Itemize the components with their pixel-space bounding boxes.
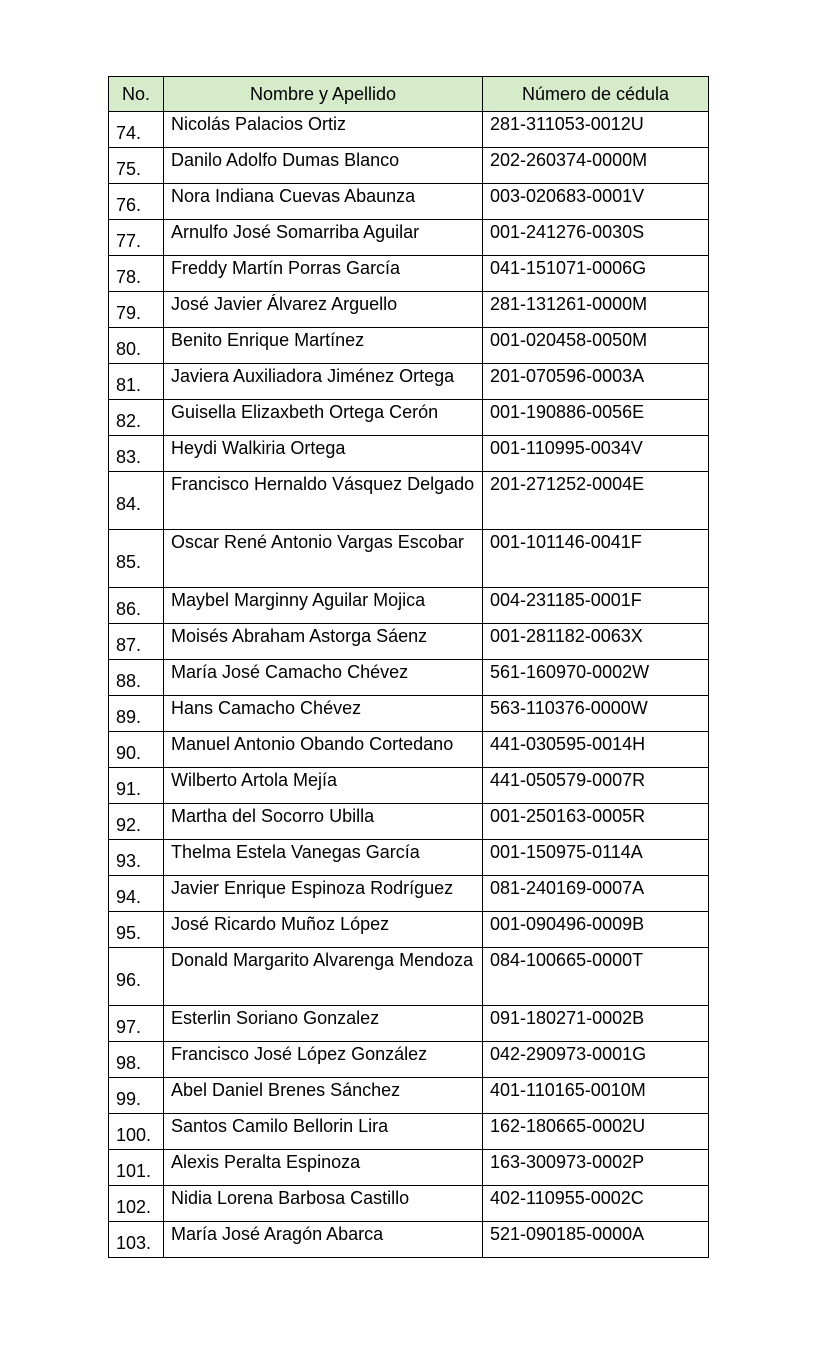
table-row [109, 1186, 709, 1222]
header-full-name: Nombre y Apellido [164, 77, 483, 112]
row-number: 92. [109, 804, 164, 840]
row-number: 90. [109, 732, 164, 768]
full-name-cell: Wilberto Artola Mejía [164, 768, 483, 804]
id-number-cell: 441-030595-0014H [483, 732, 709, 768]
row-number: 74. [109, 112, 164, 148]
id-number-cell: 041-151071-0006G [483, 256, 709, 292]
id-number-cell: 001-110995-0034V [483, 436, 709, 472]
id-number-cell: 163-300973-0002P [483, 1150, 709, 1186]
full-name-cell: Guisella Elizaxbeth Ortega Cerón [164, 400, 483, 436]
table-row [109, 112, 709, 148]
full-name-cell: Freddy Martín Porras García [164, 256, 483, 292]
table-row [109, 256, 709, 292]
row-number: 82. [109, 400, 164, 436]
id-number-cell: 521-090185-0000A [483, 1222, 709, 1258]
row-number: 81. [109, 364, 164, 400]
full-name-cell: Esterlin Soriano Gonzalez [164, 1006, 483, 1042]
id-number-cell: 561-160970-0002W [483, 660, 709, 696]
id-number-cell: 001-250163-0005R [483, 804, 709, 840]
row-number: 83. [109, 436, 164, 472]
id-number-cell: 201-070596-0003A [483, 364, 709, 400]
table-row [109, 1042, 709, 1078]
table-row [109, 1150, 709, 1186]
table-header [109, 77, 709, 112]
full-name-cell: Benito Enrique Martínez [164, 328, 483, 364]
table-row [109, 472, 709, 530]
table-row [109, 732, 709, 768]
row-number: 94. [109, 876, 164, 912]
table-row [109, 768, 709, 804]
row-number: 93. [109, 840, 164, 876]
table-row [109, 1078, 709, 1114]
table-row [109, 624, 709, 660]
full-name-cell: Oscar René Antonio Vargas Escobar [164, 530, 483, 588]
table-row [109, 804, 709, 840]
row-number: 80. [109, 328, 164, 364]
table-row [109, 660, 709, 696]
id-number-cell: 001-020458-0050M [483, 328, 709, 364]
id-number-cell: 084-100665-0000T [483, 948, 709, 1006]
id-number-cell: 001-241276-0030S [483, 220, 709, 256]
row-number: 86. [109, 588, 164, 624]
id-number-cell: 004-231185-0001F [483, 588, 709, 624]
full-name-cell: Francisco José López González [164, 1042, 483, 1078]
id-number-cell: 001-281182-0063X [483, 624, 709, 660]
id-number-cell: 441-050579-0007R [483, 768, 709, 804]
table-row [109, 1222, 709, 1258]
id-number-cell: 001-101146-0041F [483, 530, 709, 588]
row-number: 91. [109, 768, 164, 804]
header-id-number: Número de cédula [483, 77, 709, 112]
row-number: 77. [109, 220, 164, 256]
row-number: 84. [109, 472, 164, 530]
full-name-cell: Javiera Auxiliadora Jiménez Ortega [164, 364, 483, 400]
table-row [109, 530, 709, 588]
row-number: 76. [109, 184, 164, 220]
table-row [109, 328, 709, 364]
id-number-cell: 001-150975-0114A [483, 840, 709, 876]
full-name-cell: Nora Indiana Cuevas Abaunza [164, 184, 483, 220]
id-number-cell: 001-190886-0056E [483, 400, 709, 436]
row-number: 79. [109, 292, 164, 328]
full-name-cell: Martha del Socorro Ubilla [164, 804, 483, 840]
id-number-cell: 081-240169-0007A [483, 876, 709, 912]
id-number-cell: 003-020683-0001V [483, 184, 709, 220]
row-number: 97. [109, 1006, 164, 1042]
row-number: 85. [109, 530, 164, 588]
document-page [108, 76, 708, 1258]
id-number-cell: 042-290973-0001G [483, 1042, 709, 1078]
table-row [109, 1006, 709, 1042]
table-row [109, 400, 709, 436]
id-number-cell: 201-271252-0004E [483, 472, 709, 530]
full-name-cell: Moisés Abraham Astorga Sáenz [164, 624, 483, 660]
row-number: 101. [109, 1150, 164, 1186]
row-number: 89. [109, 696, 164, 732]
table-row [109, 912, 709, 948]
row-number: 95. [109, 912, 164, 948]
row-number: 96. [109, 948, 164, 1006]
full-name-cell: Manuel Antonio Obando Cortedano [164, 732, 483, 768]
full-name-cell: Alexis Peralta Espinoza [164, 1150, 483, 1186]
table-row [109, 436, 709, 472]
id-number-cell: 281-311053-0012U [483, 112, 709, 148]
id-number-cell: 401-110165-0010M [483, 1078, 709, 1114]
row-number: 100. [109, 1114, 164, 1150]
full-name-cell: Donald Margarito Alvarenga Mendoza [164, 948, 483, 1006]
id-number-cell: 281-131261-0000M [483, 292, 709, 328]
full-name-cell: José Ricardo Muñoz López [164, 912, 483, 948]
header-row [109, 77, 709, 112]
row-number: 98. [109, 1042, 164, 1078]
full-name-cell: Hans Camacho Chévez [164, 696, 483, 732]
full-name-cell: Javier Enrique Espinoza Rodríguez [164, 876, 483, 912]
row-number: 88. [109, 660, 164, 696]
row-number: 75. [109, 148, 164, 184]
full-name-cell: Nicolás Palacios Ortiz [164, 112, 483, 148]
table-row [109, 588, 709, 624]
full-name-cell: María José Camacho Chévez [164, 660, 483, 696]
row-number: 102. [109, 1186, 164, 1222]
full-name-cell: Nidia Lorena Barbosa Castillo [164, 1186, 483, 1222]
full-name-cell: Francisco Hernaldo Vásquez Delgado [164, 472, 483, 530]
id-number-cell: 162-180665-0002U [483, 1114, 709, 1150]
id-number-cell: 001-090496-0009B [483, 912, 709, 948]
table-row [109, 840, 709, 876]
table-row [109, 696, 709, 732]
id-number-cell: 563-110376-0000W [483, 696, 709, 732]
table-row [109, 876, 709, 912]
table-row [109, 292, 709, 328]
table-row [109, 1114, 709, 1150]
header-number: No. [109, 77, 164, 112]
table-body [109, 112, 709, 1258]
row-number: 87. [109, 624, 164, 660]
table-row [109, 364, 709, 400]
registry-table [108, 76, 709, 1258]
row-number: 103. [109, 1222, 164, 1258]
row-number: 78. [109, 256, 164, 292]
full-name-cell: Thelma Estela Vanegas García [164, 840, 483, 876]
table-row [109, 948, 709, 1006]
full-name-cell: Arnulfo José Somarriba Aguilar [164, 220, 483, 256]
full-name-cell: Heydi Walkiria Ortega [164, 436, 483, 472]
table-row [109, 220, 709, 256]
id-number-cell: 402-110955-0002C [483, 1186, 709, 1222]
id-number-cell: 202-260374-0000M [483, 148, 709, 184]
full-name-cell: José Javier Álvarez Arguello [164, 292, 483, 328]
table-row [109, 148, 709, 184]
full-name-cell: María José Aragón Abarca [164, 1222, 483, 1258]
id-number-cell: 091-180271-0002B [483, 1006, 709, 1042]
full-name-cell: Abel Daniel Brenes Sánchez [164, 1078, 483, 1114]
table-row [109, 184, 709, 220]
full-name-cell: Maybel Marginny Aguilar Mojica [164, 588, 483, 624]
full-name-cell: Santos Camilo Bellorin Lira [164, 1114, 483, 1150]
full-name-cell: Danilo Adolfo Dumas Blanco [164, 148, 483, 184]
row-number: 99. [109, 1078, 164, 1114]
